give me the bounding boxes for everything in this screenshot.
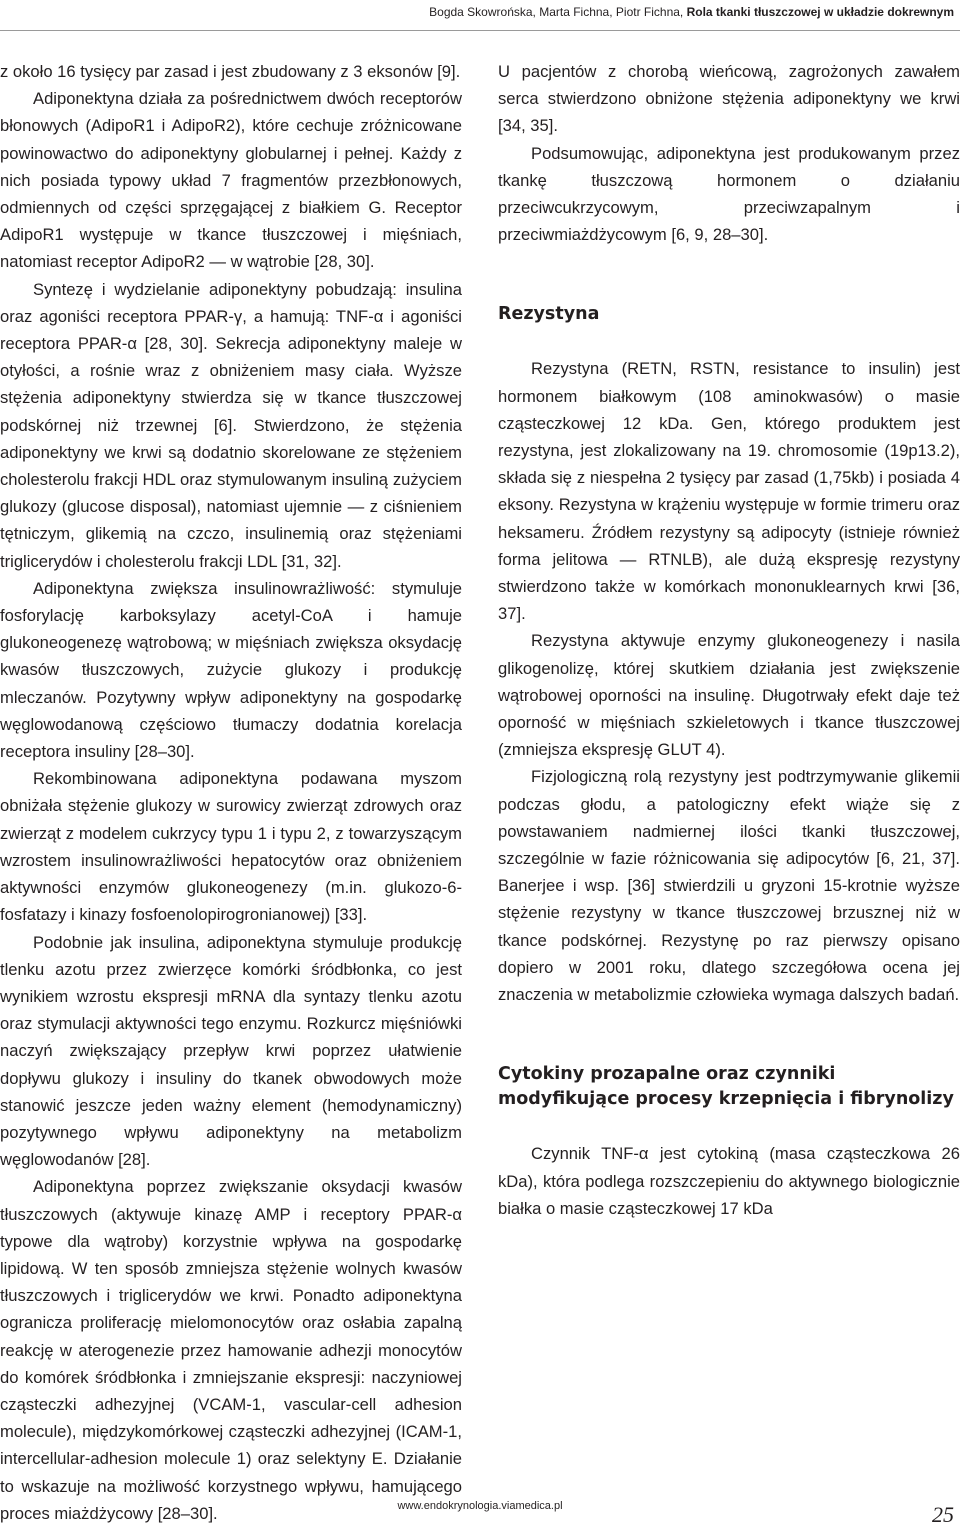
header-rule [0, 30, 960, 31]
running-head [429, 0, 954, 24]
section-spacer [498, 327, 960, 355]
page-number: 25 [932, 1502, 954, 1527]
paragraph: Podsumowując, adiponektyna jest produkowanym przez tkankę tłuszczową hormonem o działaniu przeciwcukrzycowym, przeciwzapalnym i przeciwmiażdżycowym [6, 9, 28–30]. [498, 143, 960, 245]
paragraph: Rekombinowana adiponektyna podawana myszom obniżała stężenie glukozy w surowicy zwierząt zdrowych oraz zwierząt z modelem cukrzycy typu 1 i typu 2, z towarzyszącym wzrostem insulinowrażliwości hepatocytów oraz obniżeniem aktywności enzymów glukoneogenezy (m.in. glukozo-6-fosfatazy i kinazy fosfoenolopirogronianowej) [33]. [0, 769, 462, 925]
paragraph: Fizjologiczną rolą rezystyny jest podtrzymywanie glikemii podczas głodu, a patologiczny efekt wiąże się z powstawaniem nadmiernej ilości tkanki tłuszczowej, szczególnie w fazie różnicowania się adipocytów [6, 21, 37]. Banerjee i wsp. [36] stwierdzili u gryzoni 15-krotnie wyższe stężenie rezystyny w tkance tłuszczowej brzusznej niż w tkance podskórnej. Rezystynę po raz pierwszy opisano dopiero w 2001 roku, dlatego szczegółowa ocena jej znaczenia w metabolizmie człowieka wymaga dalszych badań. [498, 767, 960, 1005]
footer-url: www.endokrynologia.viamedica.pl [397, 1500, 563, 1512]
paragraph: Rezystyna (RETN, RSTN, resistance to insulin) jest hormonem białkowym (108 aminokwasów) o masie cząsteczkowej 12 kDa. Gen, którego produktem jest rezystyna, jest zlokalizowany na 19. chromosomie (19p13.2), składa się z niespełna 2 tysięcy par zasad (1,75kb) i posiada 4 eksony. Rezystyna w krążeniu występuje w formie trimeru oraz heksameru. Źródłem rezystyny są adipocyty (istnieje również forma jelitowa — RTNLB), ale dużą ekspresję rezystyny stwierdzono także w komórkach mononuklearnych krwi [36, 37]. [498, 359, 960, 624]
section-heading-cytokiny: Cytokiny prozapalne oraz czynniki modyfikujące procesy krzepnięcia i fibrynolizy [498, 1064, 954, 1110]
right-column [498, 58, 960, 1222]
paragraph: Adiponektyna działa za pośrednictwem dwóch receptorów błonowych (AdipoR1 i AdipoR2), które cechuje zróżnicowane powinowactwo do adiponektyny globularnej i pełnej. Każdy z nich posiada typowy układ 7 fragmentów przezbłonowych, odmiennych od części sprzęgającej z białkiem G. Receptor AdipoR1 występuje w tkance tłuszczowej i mięśniach, natomiast receptor AdipoR2 — w wątrobie [28, 30]. [0, 89, 462, 272]
section-spacer [498, 1008, 960, 1062]
running-head-authors: Bogda Skowrońska, Marta Fichna, Piotr Fichna, [429, 5, 687, 19]
left-column [0, 58, 462, 1527]
paragraph: Czynnik TNF-α jest cytokiną (masa cząsteczkowa 26 kDa), która podlega rozszczepieniu do aktywnego biologicznie białka o masie cząsteczkowej 17 kDa [498, 1144, 960, 1218]
paragraph: Adiponektyna poprzez zwiększanie oksydacji kwasów tłuszczowych (aktywuje kinazę AMP i receptory PPAR-α typowe dla wątroby) korzystnie wpływa na gospodarkę lipidową. W ten sposób zmniejsza stężenie wolnych kwasów tłuszczowych i triglicerydów we krwi. Ponadto adiponektyna ogranicza proliferację mielomonocytów oraz osłabia zapalną reakcję w aterogenezie przez hamowanie adhezji monocytów do komórek śródbłonka i zmniejszanie ekspresji: naczyniowej cząsteczki adhezyjnej (VCAM-1, vascular-cell adhesion molecule), międzykomórkowej cząsteczki adhezyjnej (ICAM-1, intercellular-adhesion molecule 1) oraz selektyny E. Działanie to wskazuje na możliwość korzystnego wpływu, hamującego proces miażdżycowy [28–30]. [0, 1177, 462, 1523]
running-head-title: Rola tkanki tłuszczowej w układzie dokrewnym [686, 5, 954, 19]
paragraph: z około 16 tysięcy par zasad i jest zbudowany z 3 eksonów [9]. [0, 62, 461, 81]
paragraph: Podobnie jak insulina, adiponektyna stymuluje produkcję tlenku azotu przez zwierzęce komórki śródbłonka, co jest wynikiem wzrostu ekspresji mRNA dla syntazy tlenku azotu oraz stymulacji aktywności tego enzymu. Rozkurcz mięśniówki naczyń zwiększający przepływ krwi poprzez ułatwienie dopływu glukozy i insuliny do tkanek obwodowych może stanowić jeszcze jeden ważny element (hemodynamiczny) pozytywnego wpływu adiponektyny na metabolizm węglowodanów [28]. [0, 932, 462, 1170]
section-spacer [498, 1112, 960, 1140]
paragraph: Syntezę i wydzielanie adiponektyny pobudzają: insulina oraz agoniści receptora PPAR-γ, a hamują: TNF-α i agoniści receptora PPAR-α [28, 30]. Sekrecja adiponektyny maleje w otyłości, a rośnie wraz z obniżeniem masy ciała. Wyższe stężenia adiponektyny stwierdza się w tkance tłuszczowej podskórnej niż trzewnej [6]. Stwierdzono, że stężenia adiponektyny we krwi są dodatnio skorelowane ze stężeniem cholesterolu frakcji HDL oraz stymulowanym insuliną zużyciem glukozy (glucose disposal), natomiast ujemnie — z ciśnieniem tętniczym, glikemią na czczo, insulinemią oraz stężeniami triglicerydów i cholesterolu frakcji LDL [31, 32]. [0, 279, 462, 571]
paragraph: U pacjentów z chorobą wieńcową, zagrożonych zawałem serca stwierdzono obniżone stężenia adiponektyny we krwi [34, 35]. [498, 62, 960, 136]
section-spacer [498, 248, 960, 302]
paragraph: Rezystyna aktywuje enzymy glukoneogenezy i nasila glikogenolizę, której skutkiem działania jest zwiększenie wątrobowej oporności na insulinę. Długotrwały efekt daje też oporność w mięśniach szkieletowych i tkance tłuszczowej (zmniejsza ekspresję GLUT 4). [498, 631, 960, 760]
paragraph: Adiponektyna zwiększa insulinowrażliwość: stymuluje fosforylację karboksylazy acetyl-CoA i hamuje glukoneogenezę wątrobową; w mięśniach zwiększa oksydację kwasów tłuszczowych, zużycie glukozy i produkcję mleczanów. Pozytywny wpływ adiponektyny na gospodarkę węglowodanową częściowo tłumaczy dodatnia korelacja receptora insuliny [28–30]. [0, 578, 462, 762]
section-heading-rezystyna: Rezystyna [498, 304, 600, 325]
